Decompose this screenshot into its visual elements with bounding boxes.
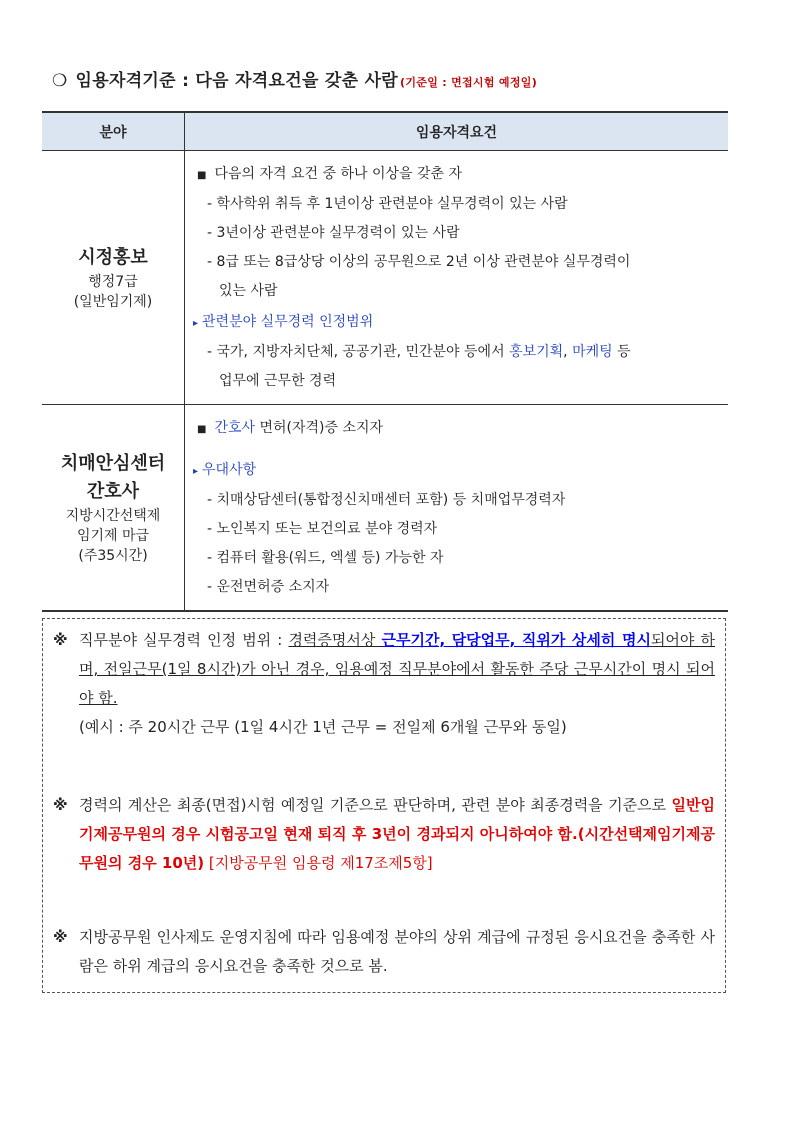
triangle-bullet-icon: ▸ (193, 318, 199, 329)
note-underlined: 되어야 하며, 전일근무(1일 8시간)가 아닌 경우, 임용예정 직무분야에서 활동한 주당 근무시간이 명시 되어야 함. (79, 631, 715, 707)
scope-item (193, 338, 720, 367)
scope-title-text: 관련분야 실무경력 인정범위 (202, 314, 374, 330)
header-field: 분야 (42, 112, 185, 151)
note-underlined: 경력증명서상 (288, 631, 382, 649)
scope-separator: , (563, 344, 573, 360)
section-heading (52, 66, 537, 91)
field-name: 치매안심센터 (60, 452, 166, 474)
note-legal-reference: [지방공무원 임용령 제17조제5항] (204, 854, 433, 872)
note-experience-scope (53, 626, 715, 742)
field-name: 간호사 (86, 480, 140, 502)
note-emphasis: 근무기간, 담당업무, 직위가 상세히 명시 (381, 631, 651, 649)
table-row (42, 405, 728, 612)
table-header-row (42, 112, 728, 151)
note-text: 경력의 계산은 최종(면접)시험 예정일 기준으로 판단하며, 관련 분야 최종경력을 기준으로 (79, 796, 672, 814)
requirement-item: - 학사학위 취득 후 1년이상 관련분야 실무경력이 있는 사람 (207, 196, 568, 212)
field-hours: (주35시간) (78, 547, 148, 564)
field-type: (일반임기제) (73, 293, 153, 310)
reference-mark-icon: ※ (53, 928, 68, 946)
preference-item: - 운전면허증 소지자 (207, 579, 330, 595)
requirements-cell-nurse (185, 405, 729, 612)
note-example: (예시 : 주 20시간 근무 (1일 4시간 1년 근무 = 전일제 6개월 근무와 동일) (79, 718, 567, 736)
heading-basis-date: (기준일 : 면접시험 예정일) (400, 76, 538, 89)
field-type: 지방시간선택제 (65, 507, 161, 524)
table-row (42, 151, 728, 405)
square-bullet-icon: ■ (197, 424, 207, 435)
requirement-item: - 8급 또는 8급상당 이상의 공무원으로 2년 이상 관련분야 실무경력이 (207, 254, 631, 270)
preference-title (193, 456, 720, 486)
field-name: 시정홍보 (78, 246, 148, 268)
field-grade: 행정7급 (88, 273, 138, 290)
qualification-table (42, 111, 728, 612)
main-requirement (193, 160, 720, 190)
requirement-item-cont: 있는 사람 (219, 283, 278, 299)
scope-title (193, 308, 720, 338)
note-emphasis: 일반임기제공무원의 경우 시험공고일 현재 퇴직 후 3년이 경과되지 아니하여야 함.(시간선택제임기제공무원의 경우 10년) (79, 796, 715, 872)
requirements-cell-pr (185, 151, 729, 405)
preference-item: - 컴퓨터 활용(워드, 엑셀 등) 가능한 자 (207, 550, 444, 566)
header-requirements: 임용자격요건 (185, 112, 729, 151)
note-text: 지방공무원 인사제도 운영지침에 따라 임용예정 분야의 상위 계급에 규정된 응시요건을 충족한 사람은 하위 계급의 응시요건을 충족한 것으로 봄. (79, 928, 715, 975)
field-cell-nurse (42, 405, 185, 612)
preference-item: - 노인복지 또는 보건의료 분야 경력자 (207, 521, 438, 537)
square-bullet-icon: ■ (197, 170, 207, 181)
reference-mark-icon: ※ (53, 796, 68, 814)
field-cell-pr (42, 151, 185, 405)
preference-title-text: 우대사항 (202, 462, 257, 478)
reference-mark-icon: ※ (53, 631, 68, 649)
main-requirement-text: 다음의 자격 요건 중 하나 이상을 갖춘 자 (214, 166, 462, 182)
scope-text: - 국가, 지방자치단체, 공공기관, 민간분야 등에서 (207, 344, 510, 360)
preference-item: - 치매상담센터(통합정신치매센터 포함) 등 치매업무경력자 (207, 492, 566, 508)
notes-box (42, 618, 726, 993)
scope-text: 등 (612, 344, 631, 360)
requirement-item: - 3년이상 관련분야 실무경력이 있는 사람 (207, 225, 460, 241)
heading-title: 임용자격기준 : 다음 자격요건을 갖춘 사람 (75, 71, 399, 91)
main-requirement-text: 면허(자격)증 소지자 (255, 420, 384, 436)
triangle-bullet-icon: ▸ (193, 466, 199, 477)
note-career-calculation (53, 791, 715, 878)
scope-highlight: 홍보기획 (509, 344, 564, 360)
note-upper-grade (53, 923, 715, 981)
main-requirement (193, 414, 720, 444)
scope-item-cont: 업무에 근무한 경력 (219, 373, 337, 389)
scope-highlight: 마케팅 (572, 344, 613, 360)
field-grade: 임기제 마급 (76, 527, 150, 544)
main-requirement-highlight: 간호사 (214, 420, 256, 436)
circle-bullet-icon: ❍ (52, 71, 68, 91)
note-text: 직무분야 실무경력 인정 범위 : (79, 631, 289, 649)
